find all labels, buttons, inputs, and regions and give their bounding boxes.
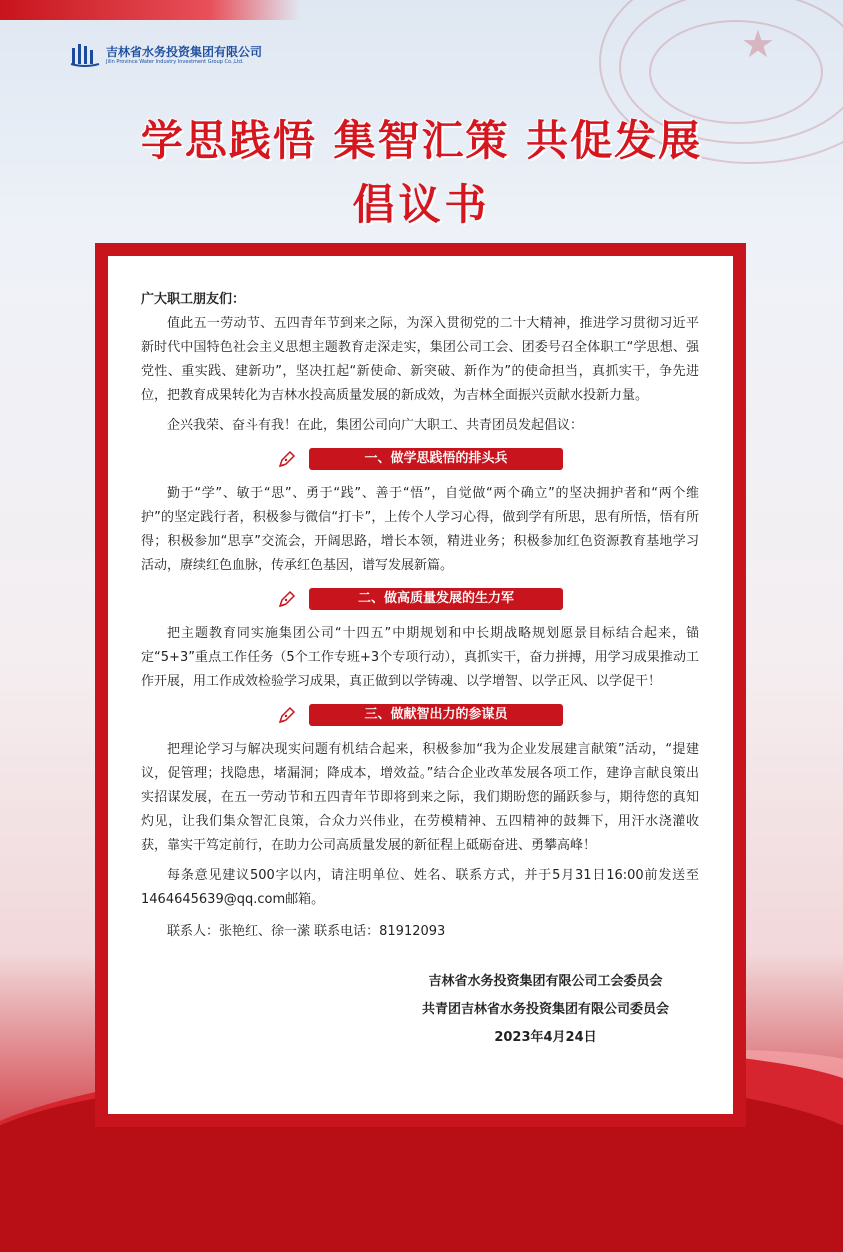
signoff-org-union: 吉林省水务投资集团有限公司工会委员会 <box>428 974 663 989</box>
signoff <box>141 968 699 1052</box>
signoff-org-youth-league: 共青团吉林省水务投资集团有限公司委员会 <box>421 1002 669 1017</box>
intro-paragraph: 值此五一劳动节、五四青年节到来之际，为深入贯彻党的二十大精神，推进学习贯彻习近平新时代中国特色社会主义思想主题教育走深走实，集团公司工会、团委号召全体职工“学思想、强党性、重实践、建新功”，坚决扛起“新使命、新突破、新作为”的使命担当，真抓实干，争先进位，把教育成果转化为吉林水投高质量发展的新成效，为吉林全面振兴贡献水投新力量。 <box>141 316 699 403</box>
section-paragraph: 把理论学习与解决现实问题有机结合起来，积极参加“我为企业发展建言献策”活动，“提建议，促管理；找隐患，堵漏洞；降成本，增效益。”结合企业改革发展各项工作，建诤言献良策出实招谋发展，在五一劳动节和五四青年节即将到来之际，我们期盼您的踊跃参与，期待您的真知灼见，让我们集众智汇良策，合众力兴伟业，在劳模精神、五四精神的鼓舞下，用汗水浇灌收获，靠实干笃定前行，在助力公司高质量发展的新征程上砥砺奋进、勇攀高峰！ <box>141 742 699 853</box>
section-heading <box>141 704 699 726</box>
water-logo-icon <box>70 42 100 68</box>
greeting: 广大职工朋友们： <box>141 292 246 307</box>
section-paragraph: 勤于“学”、敏于“思”、勇于“践”、善于“悟”，自觉做“两个确立”的坚决拥护者和“两个维护”的坚定践行者，积极参与微信“打卡”，上传个人学习心得，做到学有所思，思有所悟，悟有所得；积极参加“思享”交流会，开阔思路，增长本领，精进业务；积极参加红色资源教育基地学习活动，赓续红色血脉，传承红色基因，谱写发展新篇。 <box>141 486 699 573</box>
section-title: 二、做高质量发展的生力军 <box>309 588 563 610</box>
logo-name-cn: 吉林省水务投资集团有限公司 <box>106 44 263 59</box>
company-logo <box>70 42 262 68</box>
submission-note: 每条意见建议500字以内，请注明单位、姓名、联系方式，并于5月31日16:00前发送至1464645639@qq.com邮箱。 <box>141 868 699 907</box>
page-subtitle: 倡议书 <box>352 180 491 229</box>
signoff-date: 2023年4月24日 <box>494 1030 597 1045</box>
letter-body <box>108 256 733 1114</box>
star-icon: ★ <box>740 22 775 66</box>
contact-info: 联系人：张艳红、徐一潆 联系电话：81912093 <box>167 924 446 939</box>
pen-icon <box>277 705 297 725</box>
section-title: 三、做献智出力的参谋员 <box>309 704 563 726</box>
section-paragraph: 把主题教育同实施集团公司“十四五”中期规划和中长期战略规划愿景目标结合起来，锚定“5+3”重点工作任务（5个工作专班+3个专项行动），真抓实干，奋力拼搏，用学习成果推动工作开展，用工作成效检验学习成果，真正做到以学铸魂、以学增智、以学正风、以学促干！ <box>141 626 699 689</box>
section-title: 一、做学思践悟的排头兵 <box>309 448 563 470</box>
page-title: 学思践悟 集智汇策 共促发展 <box>140 116 703 165</box>
section-heading <box>141 448 699 470</box>
pen-icon <box>277 589 297 609</box>
letter-card <box>95 243 746 1127</box>
pen-icon <box>277 449 297 469</box>
intro-paragraph: 企兴我荣、奋斗有我！在此，集团公司向广大职工、共青团员发起倡议： <box>167 418 584 433</box>
logo-name-en: Jilin Province Water Industry Investment Group Co.,Ltd. <box>106 58 244 65</box>
section-heading <box>141 588 699 610</box>
